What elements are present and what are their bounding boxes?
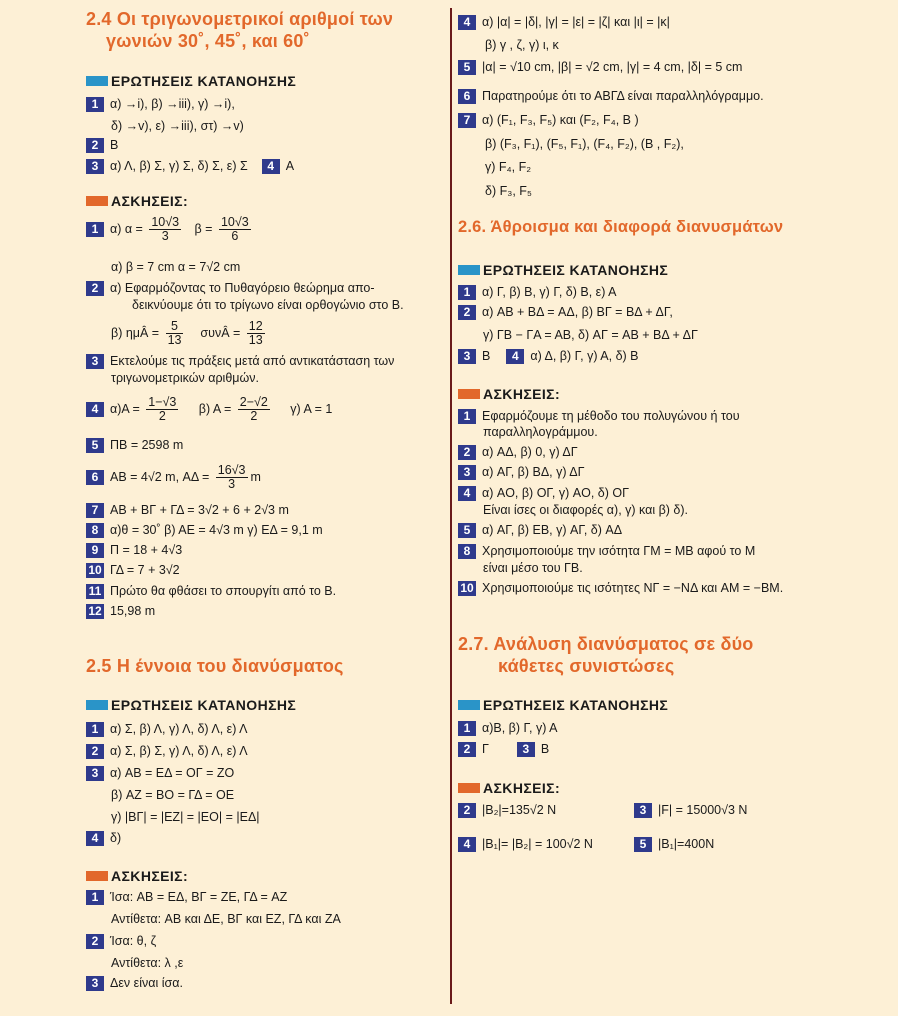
s26-ex-2: 2 α) AΔ, β) 0, γ) ΔΓ [458, 444, 868, 460]
s25-q-6: 6 Παρατηρούμε ότι το ΑΒΓΔ είναι παραλληλόγραμμο. [458, 88, 868, 104]
ex-5: 5 ΠΒ = 2598 m [86, 437, 446, 453]
ex-12: 12 15,98 m [86, 603, 446, 619]
s26-ex-1: 1 Εφαρμόζουμε τη μέθοδο του πολυγώνου ή του [458, 408, 868, 424]
s25-q-5: 5 |α| = √10 cm, |β| = √2 cm, |γ| = 4 cm, |δ| = 5 cm [458, 59, 868, 75]
s26-ex-5: 5 α) AΓ, β) EB, γ) AΓ, δ) AΔ [458, 522, 868, 538]
s26-ex-4: 4 α) AO, β) OΓ, γ) AO, δ) OΓ [458, 485, 868, 501]
s25-q-2: 2 α) Σ, β) Σ, γ) Λ, δ) Λ, ε) Λ [86, 743, 446, 759]
s25-q-3-line3: γ) |BΓ| = |EZ| = |EO| = |EΔ| [111, 810, 260, 824]
s26-q-1: 1 α) Γ, β) Β, γ) Γ, δ) Β, ε) Α [458, 284, 868, 300]
heading-bullet [86, 700, 108, 710]
ex-7: 7 ΑΒ + ΒΓ + ΓΔ = 3√2 + 6 + 2√3 m [86, 502, 446, 518]
ex-8: 8 α)θ = 30˚ β) ΑΕ = 4√3 m γ) ΕΔ = 9,1 m [86, 522, 446, 538]
section-2-7-title-line1: 2.7. Ανάλυση διανύσματος σε δύο [458, 634, 754, 654]
s25-ex-2-line2: Αντίθετα: λ ,ε [111, 956, 184, 970]
questions-heading: ΕΡΩΤΗΣΕΙΣ ΚΑΤΑΝΟΗΣΗΣ [86, 73, 296, 89]
ex-10: 10 ΓΔ = 7 + 3√2 [86, 562, 446, 578]
ex-4: 4 α)Α = $\frac{1-√3}{2}$ β) Α = $\frac{2-√2}{2}$ γ) Α = 1 [86, 396, 446, 423]
ex-3-line2: τριγωνομετρικών αριθμών. [111, 371, 259, 385]
s25-q-7-line2: β) (F₃, F₁), (F₅, F₁), (F₄, F₂), (B , F₂), [485, 137, 684, 151]
s25-ex-3: 3 Δεν είναι ίσα. [86, 975, 446, 991]
column-divider [450, 8, 452, 1004]
s27-ex-4: 4 |B₁|= |B₂| = 100√2 N [458, 836, 868, 852]
s25-q-4-cont-line2: β) γ , ζ, γ) ι, κ [485, 38, 559, 52]
s25-q-3: 3 α) AB = EΔ = OΓ = ZO [86, 765, 446, 781]
questions-heading: ΕΡΩΤΗΣΕΙΣ ΚΑΤΑΝΟΗΣΗΣ [458, 697, 668, 713]
s26-ex-3: 3 α) AΓ, β) BΔ, γ) ΔΓ [458, 464, 868, 480]
s25-q-7-line3: γ) F₄, F₂ [485, 160, 532, 174]
s26-ex-1-line2: παραλληλογράμμου. [483, 425, 598, 439]
heading-bullet [458, 700, 480, 710]
s26-ex-8: 8 Χρησιμοποιούμε την ισότητα ΓM = MB αφού το Μ [458, 543, 868, 559]
s25-q-3-line2: β) AZ = BO = ΓΔ = OE [111, 788, 235, 802]
s25-ex-1-line2: Αντίθετα: AB και ΔE, BΓ και EZ, ΓΔ και ZA [111, 912, 341, 926]
ex-9: 9 Π = 18 + 4√3 [86, 542, 446, 558]
s25-q-7-line4: δ) F₃, F₅ [485, 184, 532, 198]
q-1: 1 α) →i), β) →iii), γ) →i), [86, 96, 446, 112]
s27-ex-5: 5 |B₁|=400N [634, 836, 868, 852]
heading-bullet [86, 196, 108, 206]
heading-bullet [458, 389, 480, 399]
s25-ex-1: 1 Ίσα: AB = EΔ, BΓ = ZE, ΓΔ = AZ [86, 889, 446, 905]
heading-bullet [458, 265, 480, 275]
section-2-4-title-line1: 2.4 Οι τριγωνομετρικοί αριθμοί των [86, 9, 394, 29]
exercises-heading: ΑΣΚΗΣΕΙΣ: [86, 868, 188, 884]
s26-ex-8-line2: είναι μέσο του ΓΒ. [483, 561, 583, 575]
s26-q-2: 2 α) AB + BΔ = AΔ, β) BΓ = BΔ + ΔΓ, [458, 304, 868, 320]
heading-bullet [86, 76, 108, 86]
q-2: 2 Β [86, 137, 446, 153]
s26-ex-10: 10 Χρησιμοποιούμε τις ισότητες NΓ = −NΔ και AM = −BM. [458, 580, 868, 596]
ex-1: 1 α) α = $\frac{10√3}{3}$ β = $\frac{10√3}{6}$ [86, 216, 446, 243]
q-3-4: 3 α) Λ, β) Σ, γ) Σ, δ) Σ, ε) Σ 4 Α [86, 158, 446, 174]
s25-q-4-cont: 4 α) |α| = |δ|, |γ| = |ε| = |ζ| και |ι| = |κ| [458, 14, 868, 30]
section-2-5-title: 2.5 Η έννοια του διανύσματος [86, 656, 344, 676]
ex-11: 11 Πρώτο θα φθάσει το σπουργίτι από το Β. [86, 583, 446, 599]
s26-q-2-line2: γ) ΓB − ΓA = AB, δ) AΓ = AB + BΔ + ΔΓ [483, 328, 698, 342]
section-2-4-title-line2: γωνιών 30˚, 45˚, και 60˚ [106, 31, 310, 51]
left-column [86, 0, 446, 1016]
ex-3: 3 Εκτελούμε τις πράξεις μετά από αντικατάσταση των [86, 353, 446, 369]
section-2-7-title-line2: κάθετες συνιστώσες [498, 656, 675, 676]
s25-q-4: 4 δ) [86, 830, 446, 846]
section-2-6-title: 2.6. Άθροισμα και διαφορά διανυσμάτων [458, 218, 784, 236]
s27-q-2-3: 2 Γ 3 Β [458, 741, 868, 757]
exercises-heading: ΑΣΚΗΣΕΙΣ: [458, 386, 560, 402]
s27-ex-2: 2 |B₂|=135√2 N [458, 802, 868, 818]
heading-bullet [86, 871, 108, 881]
s27-ex-3: 3 |F| = 15000√3 N [634, 802, 868, 818]
s25-q-1: 1 α) Σ, β) Λ, γ) Λ, δ) Λ, ε) Λ [86, 721, 446, 737]
ex-6: 6 ΑΒ = 4√2 m, ΑΔ = $\frac{16√3}{3}$ m [86, 464, 446, 491]
s25-q-7: 7 α) (F₁, F₃, F₅) και (F₂, F₄, B ) [458, 112, 868, 128]
questions-heading: ΕΡΩΤΗΣΕΙΣ ΚΑΤΑΝΟΗΣΗΣ [86, 697, 296, 713]
exercises-heading: ΑΣΚΗΣΕΙΣ: [458, 780, 560, 796]
right-column [458, 0, 868, 1016]
s26-ex-4-line2: Είναι ίσες οι διαφορές α), γ) και β) δ). [483, 503, 689, 517]
s26-q-3-4: 3 Β 4 α) Δ, β) Γ, γ) Α, δ) Β [458, 348, 868, 364]
ex-2-line2: δεικνύουμε ότι το τρίγωνο είναι ορθογώνιο στο Β. [132, 298, 404, 312]
heading-bullet [458, 783, 480, 793]
ex-2: 2 α) Εφαρμόζοντας το Πυθαγόρειο θεώρημα απο- [86, 280, 446, 296]
s27-q-1: 1 α)Β, β) Γ, γ) Α [458, 720, 868, 736]
q-1-line2: δ) →v), ε) →iii), στ) →v) [111, 119, 244, 133]
exercises-heading: ΑΣΚΗΣΕΙΣ: [86, 193, 188, 209]
ex-2-line3: β) ημÂ = $\frac{5}{13}$ συνÂ = $\frac{12}{13}$ [111, 319, 263, 347]
ex-1-line2: α) β = 7 cm α = 7√2 cm [111, 260, 241, 274]
s25-ex-2: 2 Ίσα: θ, ζ [86, 933, 446, 949]
questions-heading: ΕΡΩΤΗΣΕΙΣ ΚΑΤΑΝΟΗΣΗΣ [458, 262, 668, 278]
